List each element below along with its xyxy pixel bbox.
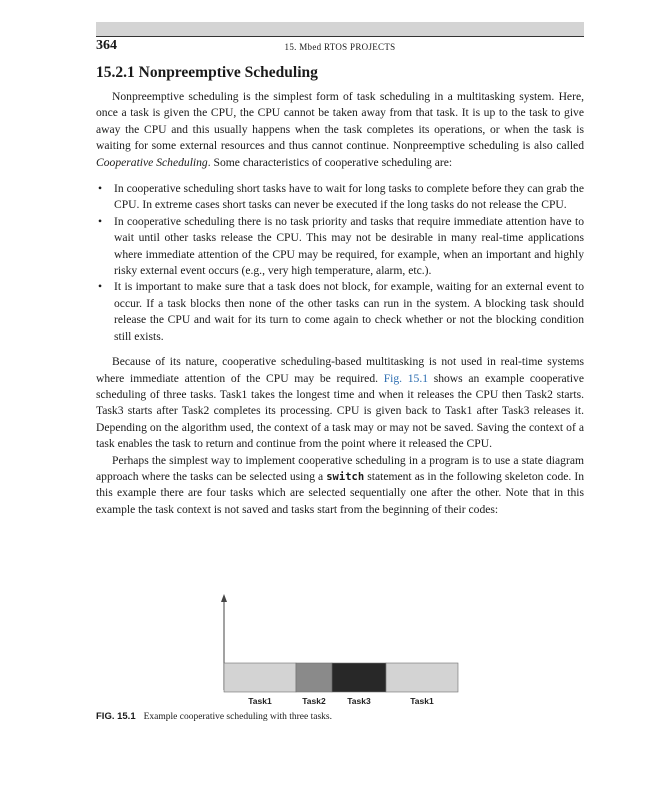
page-number: 364 xyxy=(96,38,117,53)
section-title: 15.2.1 Nonpreemptive Scheduling xyxy=(96,64,318,81)
para1-text: Nonpreemptive scheduling is the simplest form of task scheduling in a multitasking system. Here, once a task is given the CPU, the CPU cannot be taken away from that task. It is up to the task to give away the CPU and this usually happens when the task completes its operations, or when the task is waiting for some external resources and thus cannot continue. Nonpreemptive scheduling is also called xyxy=(96,90,584,153)
paragraph-intro xyxy=(96,89,584,171)
list-item xyxy=(96,214,584,280)
list-item-text: It is important to make sure that a task does not block, for example, waiting for an external event to occur. If a task blocks then none of the other tasks can run in the system. A blocking task should release the CPU and wait for its turn to come again to check whether or not the blocking condition still exists. xyxy=(114,280,584,343)
paragraph-implementation xyxy=(96,453,584,519)
bullet-icon: • xyxy=(98,182,103,196)
task-labels xyxy=(248,696,434,706)
task-bar xyxy=(224,663,296,692)
para1-text-end: . Some characteristics of cooperative scheduling are: xyxy=(207,155,453,169)
figure-label: FIG. 15.1 xyxy=(96,711,136,722)
task-bar xyxy=(296,663,332,692)
para2-text: Because of its nature, cooperative scheduling-based multitasking is not used in real-time systems where immediate attention of the CPU may be required. xyxy=(96,355,584,385)
switch-keyword: switch xyxy=(326,470,365,483)
characteristics-list xyxy=(96,181,584,345)
running-head: 15. Mbed RTOS PROJECTS xyxy=(284,42,396,52)
list-item xyxy=(96,181,584,214)
paragraph-nature xyxy=(96,354,584,452)
body-text xyxy=(96,89,584,518)
figure-caption xyxy=(96,711,332,722)
figure-link[interactable]: Fig. 15.1 xyxy=(383,371,429,385)
header-bar xyxy=(96,22,584,36)
task-label: Task2 xyxy=(302,696,326,706)
task-label: Task1 xyxy=(248,696,272,706)
list-item-text: In cooperative scheduling short tasks have to wait for long tasks to complete before they can grab the CPU. In extreme cases short tasks can never be executed if the long tasks do not release the CPU. xyxy=(114,182,584,212)
y-axis-arrow-icon xyxy=(221,594,227,602)
list-item xyxy=(96,279,584,345)
task-label: Task1 xyxy=(410,696,434,706)
para1-emphasis: Cooperative Scheduling xyxy=(96,155,208,169)
figure-caption-text: Example cooperative scheduling with three tasks. xyxy=(143,712,332,722)
header-rule xyxy=(96,36,584,37)
bullet-icon: • xyxy=(98,214,103,228)
task-bar xyxy=(386,663,458,692)
task-bars xyxy=(224,663,458,692)
para3-text: Perhaps the simplest way to implement cooperative scheduling in a program is to use a state diagram approach where the tasks can be selected using a xyxy=(96,453,584,483)
list-item-text: In cooperative scheduling there is no task priority and tasks that require immediate attention have to wait until other tasks release the CPU. This may not be desirable in many real-time applications where immediate attention of the CPU may be required, for example, when an important and highly risky external event occurs (e.g., very high temperature, alarm, etc.). xyxy=(114,214,584,278)
para3-text-end: statement as in the following skeleton code. In this example there are four tasks which are selected sequentially one after the other. Note that in this example the task context is not saved and tasks start from the beginning of their codes: xyxy=(96,469,584,516)
bullet-icon: • xyxy=(98,280,103,294)
scheduling-chart xyxy=(200,590,480,710)
task-label: Task3 xyxy=(347,696,371,706)
para2-text-end: shows an example cooperative scheduling of three tasks. Task1 takes the longest time and when it releases the CPU then Task2 starts. Task3 starts after Task2 completes its processing. CPU is given back to Task1 after Task3 releases it. Depending on the algorithm used, the context of a task may or may not be saved. Saving the context of a task enables the task to return and continue from the point where it released the CPU. xyxy=(96,371,584,451)
task-bar xyxy=(332,663,386,692)
